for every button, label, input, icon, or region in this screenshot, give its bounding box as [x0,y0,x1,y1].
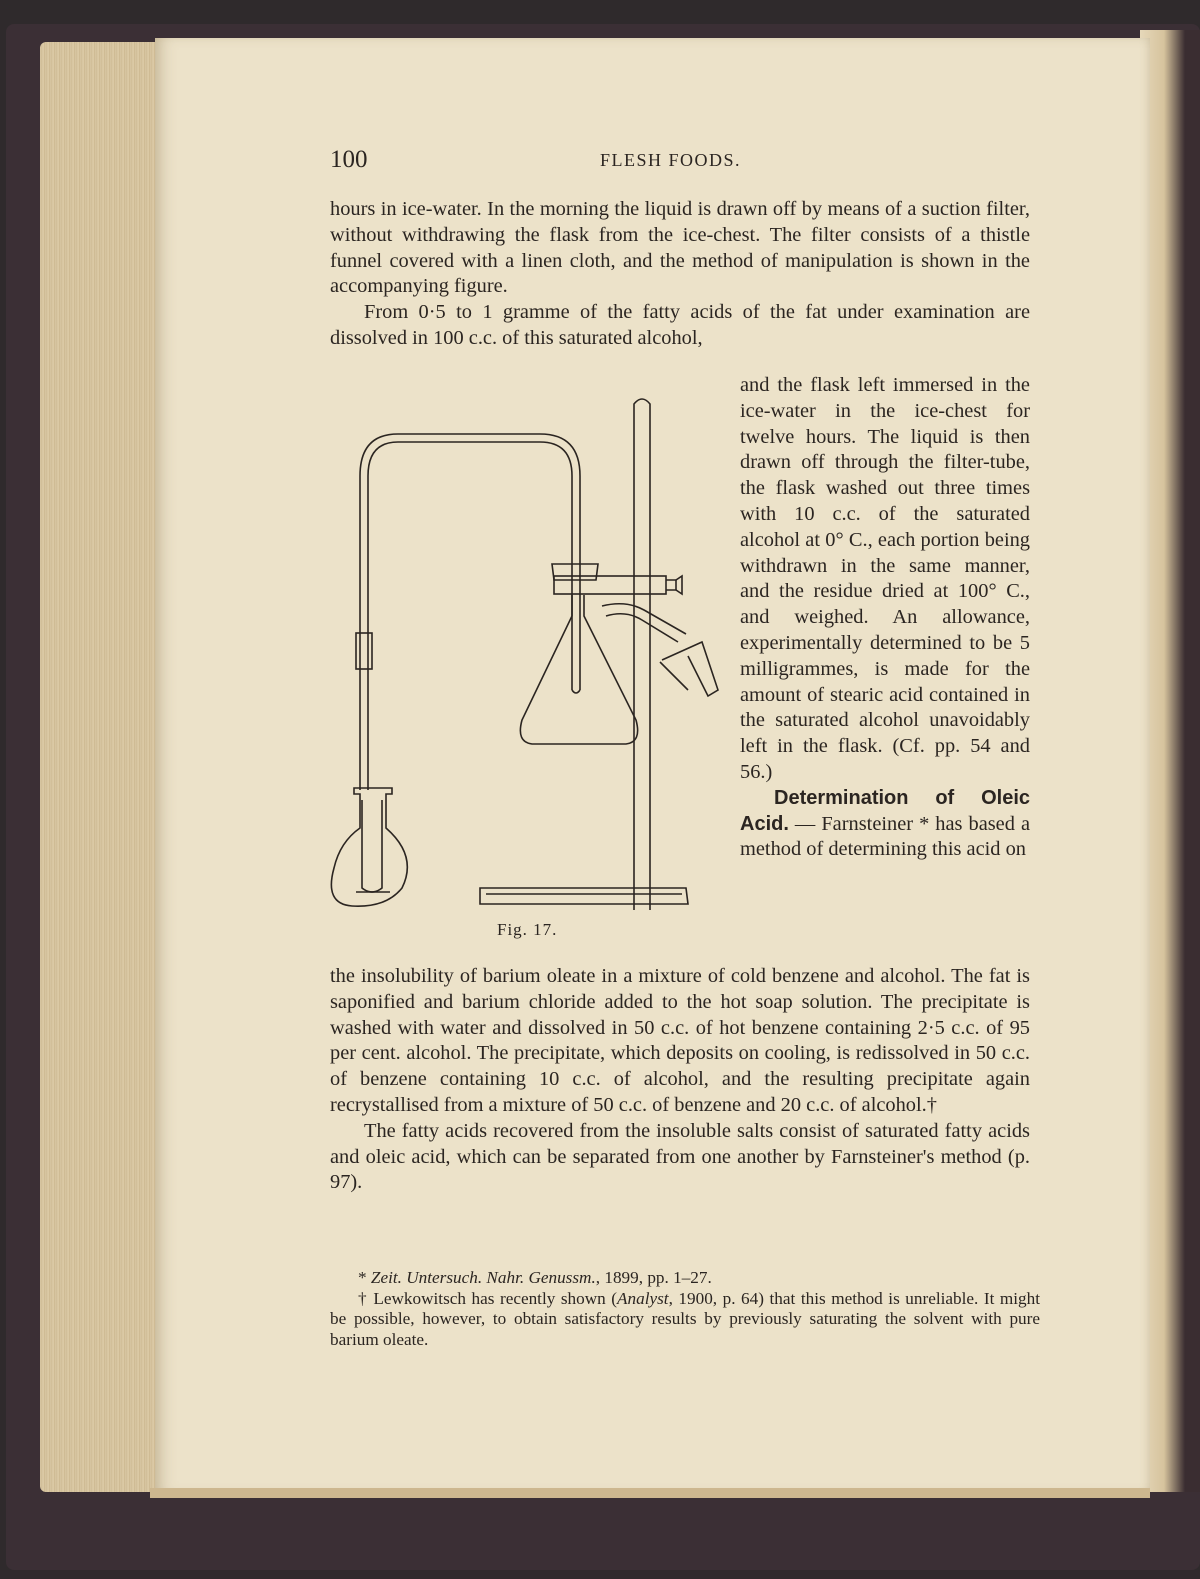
footnote-1-journal: Zeit. Untersuch. Nahr. Genussm. [370,1268,596,1287]
page-edge-bottom [150,1488,1150,1498]
figure-apparatus [326,390,736,920]
page-number: 100 [330,146,368,173]
footnote-2-rest: , 1900, p. 64) that this method is unreliable. It might be possible, however, to obtain satisfactory results by previously saturating the solvent with pure barium oleate. [330,1288,1041,1349]
running-title: FLESH FOODS. [600,150,742,170]
page-edges-left [40,42,158,1492]
stopper [552,564,598,580]
footnotes [330,1268,1040,1350]
siphon-tube [368,442,572,790]
section-paragraph [740,786,1030,863]
right-column-text [740,373,1030,863]
side-arm [602,604,686,634]
paragraph-2-continued: and the flask left immersed in the ice-water in the ice-chest for twelve hours. The liquid is then drawn off through the filter-tube, the flask washed out three times with 10 c.c. of the saturated alcohol at 0° C., each portion being withdrawn in the same manner, and the residue dried at 100° C., and weighed. An allowance, experimentally determined to be 5 milligrammes, is made for the amount of stearic acid contained in the saturated alcohol unavoidably left in the flask. (Cf. pp. 54 and 56.) [740,374,1030,783]
round-flask [331,788,407,906]
conical-flask [520,595,637,744]
footnote-2-journal: Analyst [617,1288,669,1308]
footnote-2-start: † Lewkowitsch has recently shown ( [358,1288,618,1308]
footnote-2 [330,1289,1040,1351]
section-heading: Determination of Oleic Acid. [740,786,1030,835]
section-heading-continuation: — Farnsteiner * has based a method of determining this acid on [740,812,1030,861]
footnote-1-mark: * [358,1268,371,1287]
running-head [330,146,1030,176]
footnote-1-rest: , 1899, pp. 1–27. [595,1268,712,1287]
paragraph-bottom [330,964,1030,1196]
footnote-1 [330,1268,1040,1289]
stand-rod [634,399,650,910]
stand-base [480,888,688,904]
paragraph-2: From 0·5 to 1 gramme of the fatty acids of the fat under examination are dissolved in 100 c.c. of this saturated alcohol, [330,301,1030,349]
paragraph-4: The fatty acids recovered from the insoluble salts consist of saturated fatty acids and oleic acid, which can be separated from one another by Farnsteiner's method (p. 97). [330,1119,1030,1194]
paragraph-1: hours in ice-water. In the morning the liquid is drawn off by means of a suction filter, without withdrawing the flask from the ice-chest. The filter consists of a thistle funnel covered with a linen cloth, and the method of manipulation is shown in the accompanying figure. [330,198,1030,298]
paragraph-top [330,197,1030,352]
figure-caption: Fig. 17. [497,920,558,939]
paragraph-3: the insolubility of barium oleate in a mixture of cold benzene and alcohol. The fat is saponified and barium chloride added to the hot soap solution. The precipitate is washed with water and dissolved in 50 c.c. of hot benzene containing 2·5 c.c. of 95 per cent. alcohol. The precipitate, which deposits on cooling, is redissolved in 50 c.c. of benzene containing 10 c.c. of alcohol, and the resulting precipitate again recrystallised from a mixture of 50 c.c. of benzene and 20 c.c. of alcohol.† [330,965,1030,1116]
